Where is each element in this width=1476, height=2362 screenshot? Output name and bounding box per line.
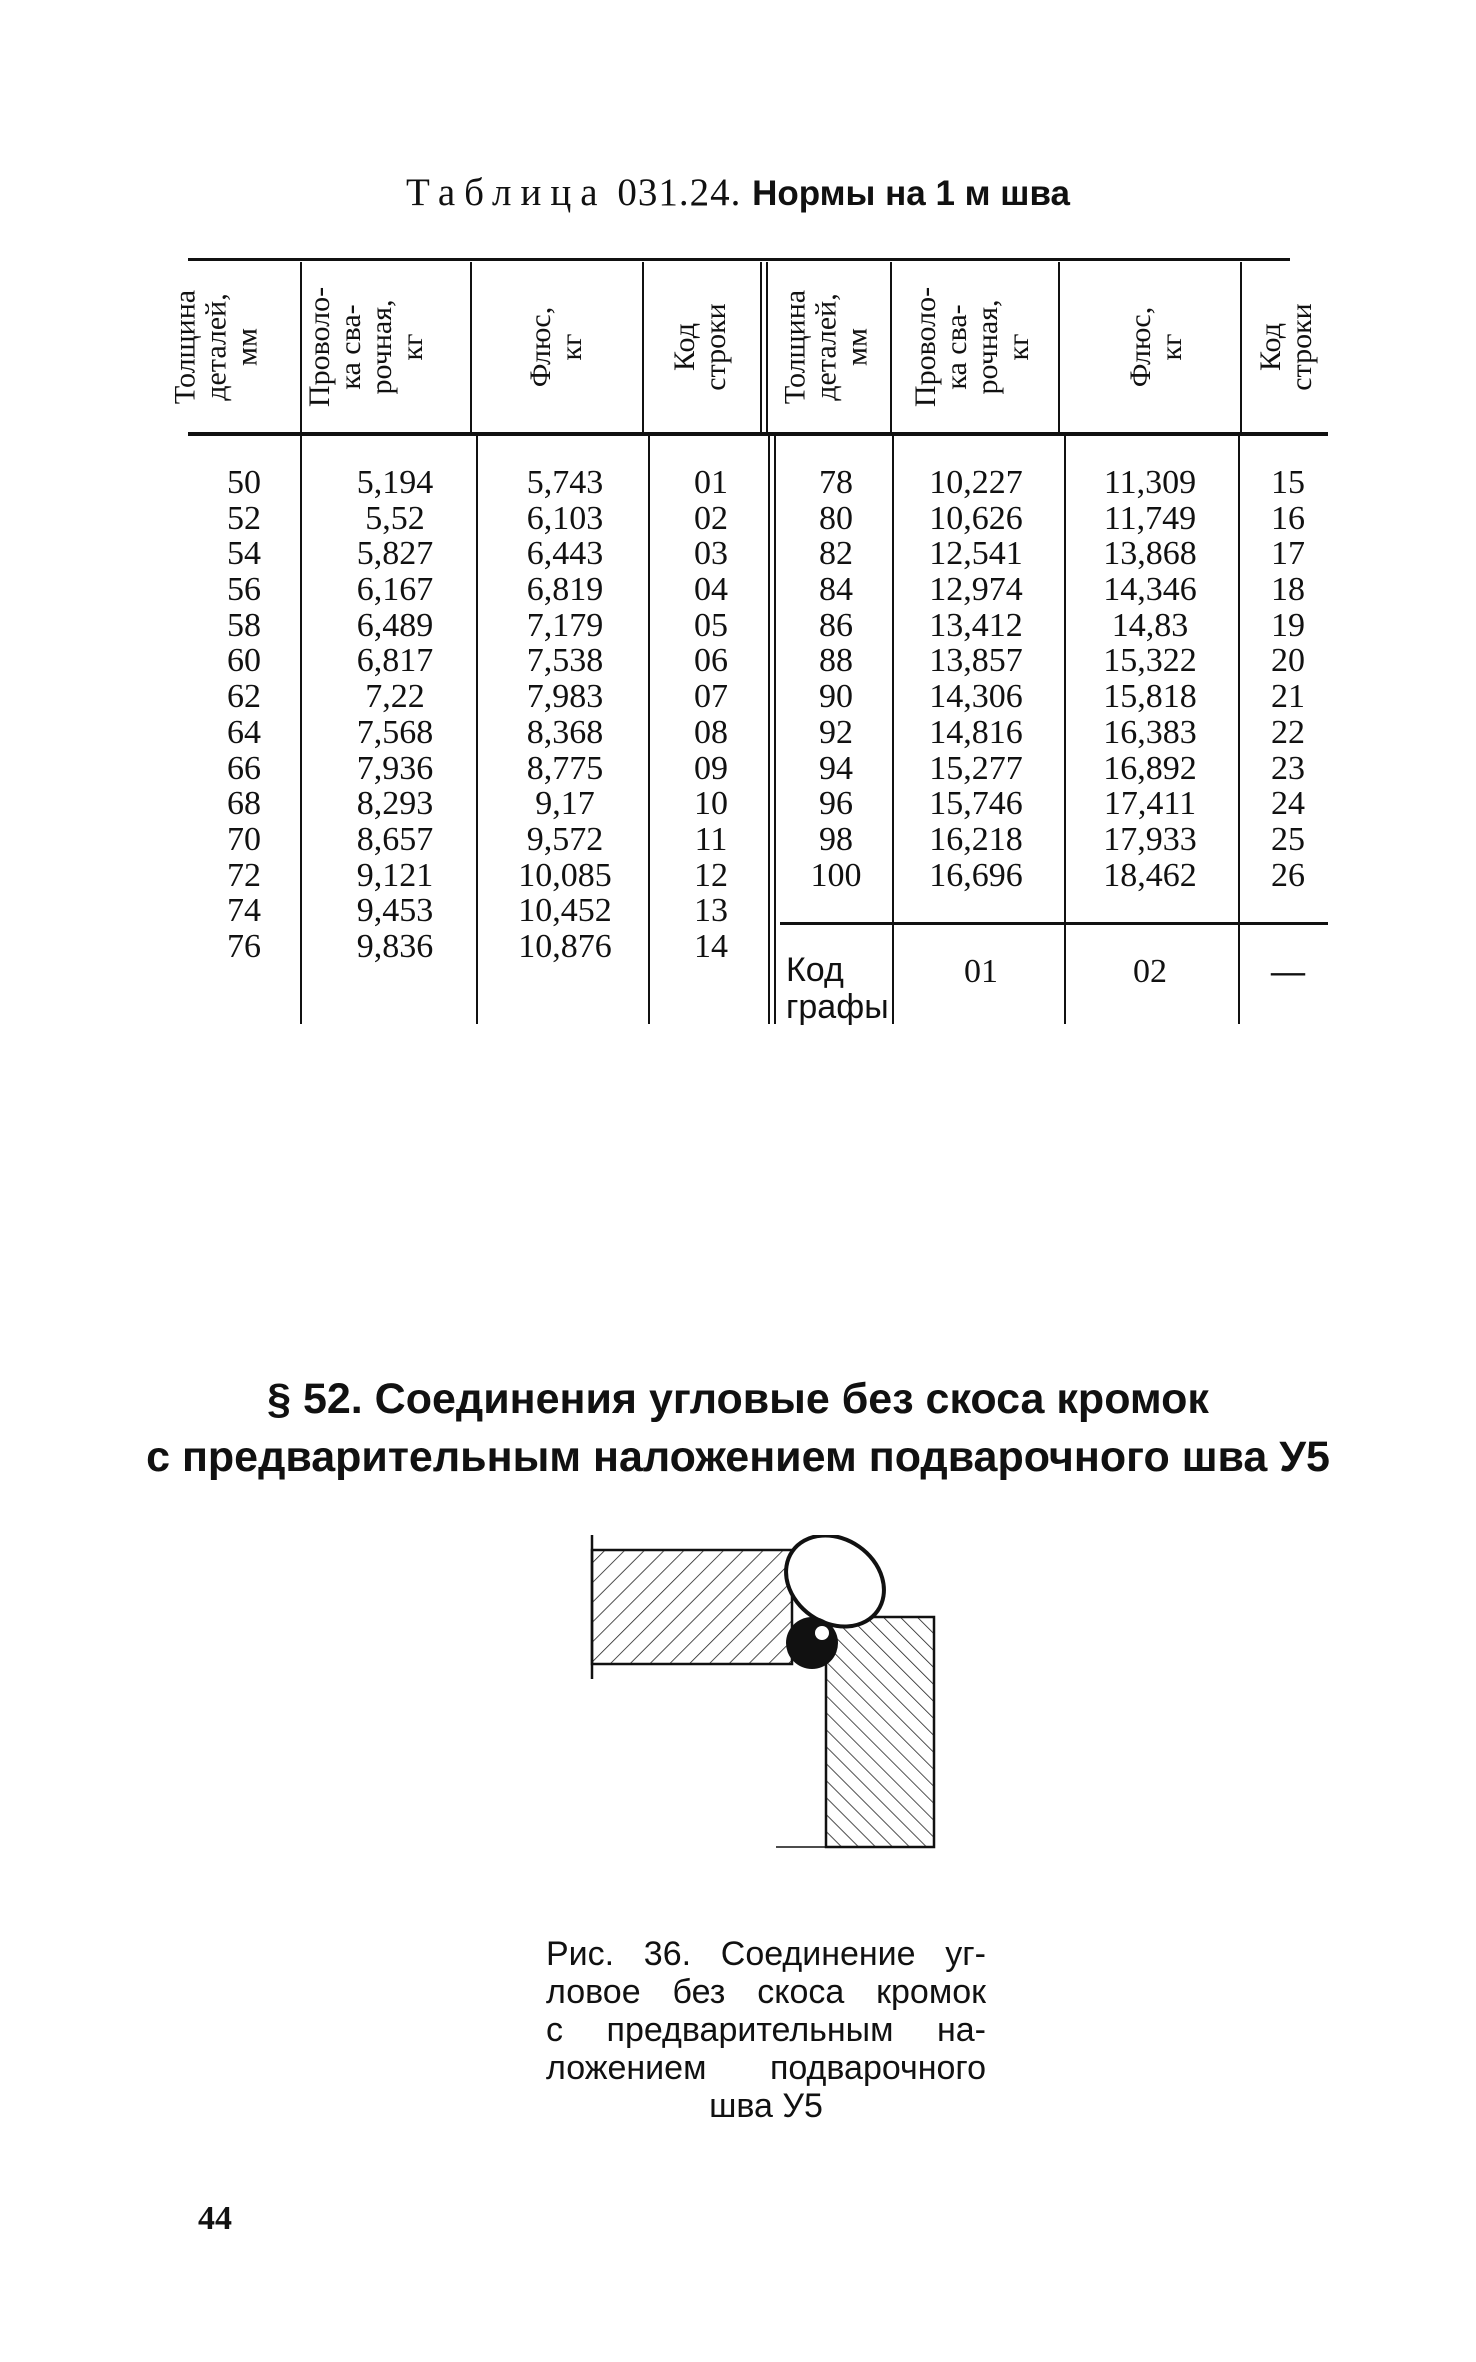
table-cell: 11,749 [1103, 499, 1197, 537]
table-cell: 8,775 [526, 749, 604, 787]
table-cell: 12 [694, 856, 728, 894]
table-cell: 16,383 [1103, 713, 1197, 751]
table-cell: 15,746 [929, 785, 1023, 823]
column-flux-left [500, 465, 630, 965]
table-cell: 06 [694, 642, 728, 680]
table-cell: 74 [227, 892, 261, 930]
section-heading-line-2: с предварительным наложением подварочного шва У5 [146, 1433, 1330, 1481]
table-cell: 04 [694, 571, 728, 609]
table-cell: 7,538 [526, 642, 604, 680]
figure-caption-line: ложением подварочного [546, 2049, 986, 2087]
table-cell: 13 [694, 892, 728, 930]
table-cell: 05 [694, 606, 728, 644]
table-cell: 25 [1271, 820, 1305, 858]
table-cell: 8,657 [356, 820, 434, 858]
figure-caption-last-line: шва У5 [709, 2087, 823, 2125]
table-cell: 5,194 [356, 464, 434, 501]
column-code-row: — [1271, 953, 1305, 990]
column-thickness-right [796, 465, 876, 893]
table-cell: 01 [694, 464, 728, 501]
body-double-divider [768, 436, 770, 1024]
column-code-right [1256, 465, 1320, 893]
table-cell: 09 [694, 749, 728, 787]
body-divider [648, 436, 650, 1024]
column-flux-right [1080, 465, 1220, 893]
table-cell: 7,179 [526, 606, 604, 644]
table-cell: 84 [819, 571, 853, 609]
table-cell: 5,52 [365, 499, 425, 537]
table-cell: 10 [694, 785, 728, 823]
table-cell: 100 [810, 856, 862, 894]
table-cell: 08 [694, 713, 728, 751]
table-cell: 13,857 [929, 642, 1023, 680]
table-cell: 80 [819, 499, 853, 537]
table-cell: 14,816 [929, 713, 1023, 751]
table-cell: 10,876 [518, 927, 612, 965]
page-number: 44 [198, 2200, 232, 2237]
table-cell: 6,817 [356, 642, 434, 680]
table-cell: 02 [694, 499, 728, 537]
body-double-divider [774, 436, 776, 1024]
table-cell: 10,085 [518, 856, 612, 894]
header-divider [1240, 262, 1242, 432]
table-cell: 6,819 [526, 571, 604, 609]
table-cell: 16,218 [929, 820, 1023, 858]
table-cell: 56 [227, 571, 261, 609]
table-cell: 98 [819, 820, 853, 858]
column-code-label: Код графы [786, 951, 889, 1026]
table-cell: 7,983 [526, 678, 604, 716]
table-cell: 88 [819, 642, 853, 680]
table-cell: 94 [819, 749, 853, 787]
table-cell: 9,121 [356, 856, 434, 894]
table-cell: 21 [1271, 678, 1305, 716]
weld-joint-figure [580, 1535, 940, 1870]
table-cell: 8,293 [356, 785, 434, 823]
table-cell: 6,489 [356, 606, 434, 644]
table-cell: 6,167 [356, 571, 434, 609]
column-wire-right [906, 465, 1046, 893]
table-cell: 62 [227, 678, 261, 716]
figure-caption-line: ловое без скоса кромок [546, 1973, 986, 2011]
table-cell: 96 [819, 785, 853, 823]
header-divider [642, 262, 644, 432]
body-divider [300, 436, 302, 1024]
table-cell: 6,103 [526, 499, 604, 537]
table-cell: 54 [227, 535, 261, 573]
table-cell: 10,452 [518, 892, 612, 930]
table-cell: 5,827 [356, 535, 434, 573]
figure-caption-line: с предварительным на- [546, 2011, 986, 2049]
table-cell: 11,309 [1103, 464, 1197, 501]
table-cell: 10,227 [929, 464, 1023, 501]
table-cell: 64 [227, 713, 261, 751]
table-cell: 13,868 [1103, 535, 1197, 573]
column-thickness-left [206, 465, 282, 965]
table-cell: 9,836 [356, 927, 434, 965]
table-cell: 11 [694, 820, 728, 858]
table-cell: 17 [1271, 535, 1305, 573]
table-cell: 18,462 [1103, 856, 1197, 894]
table-cell: 66 [227, 749, 261, 787]
table-cell: 13,412 [929, 606, 1023, 644]
body-divider [892, 436, 894, 1024]
table-cell: 70 [227, 820, 261, 858]
table-cell: 8,368 [526, 713, 604, 751]
table-cell: 14,346 [1103, 571, 1197, 609]
table-cell: 58 [227, 606, 261, 644]
table-cell: 17,411 [1103, 785, 1197, 823]
table-cell: 52 [227, 499, 261, 537]
table-cell: 15 [1271, 464, 1305, 501]
table-cell: 7,568 [356, 713, 434, 751]
table-cell: 24 [1271, 785, 1305, 823]
table-title [0, 170, 1476, 215]
table-cell: 03 [694, 535, 728, 573]
table-cell: 26 [1271, 856, 1305, 894]
header-double-divider [760, 262, 762, 432]
table-cell: 16,892 [1103, 749, 1197, 787]
table-cell: 14 [694, 927, 728, 965]
table-cell: 82 [819, 535, 853, 573]
table-cell: 12,974 [929, 571, 1023, 609]
corner-joint-drawing [580, 1535, 940, 1865]
table-cell: 19 [1271, 606, 1305, 644]
table-top-rule [188, 258, 1290, 261]
column-code-flux: 02 [1133, 953, 1167, 990]
body-divider [1238, 436, 1240, 1024]
table-cell: 16,696 [929, 856, 1023, 894]
table-cell: 14,306 [929, 678, 1023, 716]
table-cell: 50 [227, 464, 261, 501]
table-cell: 5,743 [526, 464, 604, 501]
table-cell: 23 [1271, 749, 1305, 787]
table-cell: 15,277 [929, 749, 1023, 787]
table-cell: 72 [227, 856, 261, 894]
table-cell: 15,322 [1103, 642, 1197, 680]
table-cell: 78 [819, 464, 853, 501]
figure-caption-line: Рис. 36. Соединение уг- [546, 1935, 986, 1973]
table-cell: 22 [1271, 713, 1305, 751]
column-wire-left [330, 465, 460, 965]
table-cell: 6,443 [526, 535, 604, 573]
table-cell: 18 [1271, 571, 1305, 609]
table-cell: 12,541 [929, 535, 1023, 573]
table-cell: 7,22 [365, 678, 425, 716]
table-title-number: 031.24. [617, 171, 742, 214]
column-code-left [676, 465, 746, 965]
vertical-plate [826, 1617, 934, 1847]
table-cell: 9,572 [526, 820, 604, 858]
body-divider [1064, 436, 1066, 1024]
table-cell: 20 [1271, 642, 1305, 680]
table-header-rule [188, 432, 1328, 436]
table-cell: 92 [819, 713, 853, 751]
table-cell: 9,453 [356, 892, 434, 930]
code-row-rule [780, 922, 1328, 925]
header-divider [470, 262, 472, 432]
section-heading-line-1: § 52. Соединения угловые без скоса кромок [267, 1375, 1209, 1423]
table-cell: 86 [819, 606, 853, 644]
table-title-text: Нормы на 1 м шва [752, 174, 1070, 213]
figure-caption [546, 1935, 986, 2125]
table-cell: 9,17 [535, 785, 595, 823]
table-cell: 16 [1271, 499, 1305, 537]
backing-weld-bead [786, 1617, 838, 1669]
table-cell: 14,83 [1111, 606, 1189, 644]
table-cell: 68 [227, 785, 261, 823]
book-page: Таблица 031.24. Нормы на 1 м шва Толщина деталей, мм Проволо- ка сва- рочная, кг Флюс, кг Код строки Толщина деталей, мм Проволо- ка сва- рочная, кг Флюс, кг Код строки 50 52 54 56 58 60 62 64 66 68 70 72 74 76 5,194 5,52 5,827 6,167 6,489 6,817 7,22 7,568 7,936 8,293 8,657 9,121 9,453 9,836 5,743 6,103 6,443 6,819 7,179 7,538 7,983 8,368 8,775 9,17 9,572 10,085 10,452 10,876 01 02 03 04 05 06 07 08 09 10 11 12 13 14 78 80 82 84 86 88 90 92 94 96 98 100 10,227 10,626 12,541 12,974 13,412 13,857 14,306 14,816 15,277 15,746 16,218 16,696 11,309 11,749 13,868 14,346 14,83 15,322 15,818 16,383 16,892 17,411 17,933 18,462 15 16 17 18 19 20 21 22 23 24 25 26 Код графы 01 02 — § 52. Соединения угловые без скоса кромок с предварительным наложением подварочного шва У5 Рис. 36. Соединение уг- ловое без скоса кромок с предварительным на- ложением подварочного шва У5 44 [0, 0, 1476, 2362]
table-cell: 90 [819, 678, 853, 716]
table-cell: 76 [227, 927, 261, 965]
header-divider [300, 262, 302, 432]
table-cell: 07 [694, 678, 728, 716]
table-cell: 17,933 [1103, 820, 1197, 858]
body-divider [476, 436, 478, 1024]
column-code-wire: 01 [964, 953, 998, 990]
table-cell: 60 [227, 642, 261, 680]
horizontal-plate [592, 1550, 792, 1664]
table-cell: 7,936 [356, 749, 434, 787]
header-double-divider [766, 262, 768, 432]
table-cell: 10,626 [929, 499, 1023, 537]
table-title-label: Таблица [406, 171, 607, 214]
table-cell: 15,818 [1103, 678, 1197, 716]
section-heading [0, 1370, 1476, 1486]
header-divider [890, 262, 892, 432]
header-divider [1058, 262, 1060, 432]
